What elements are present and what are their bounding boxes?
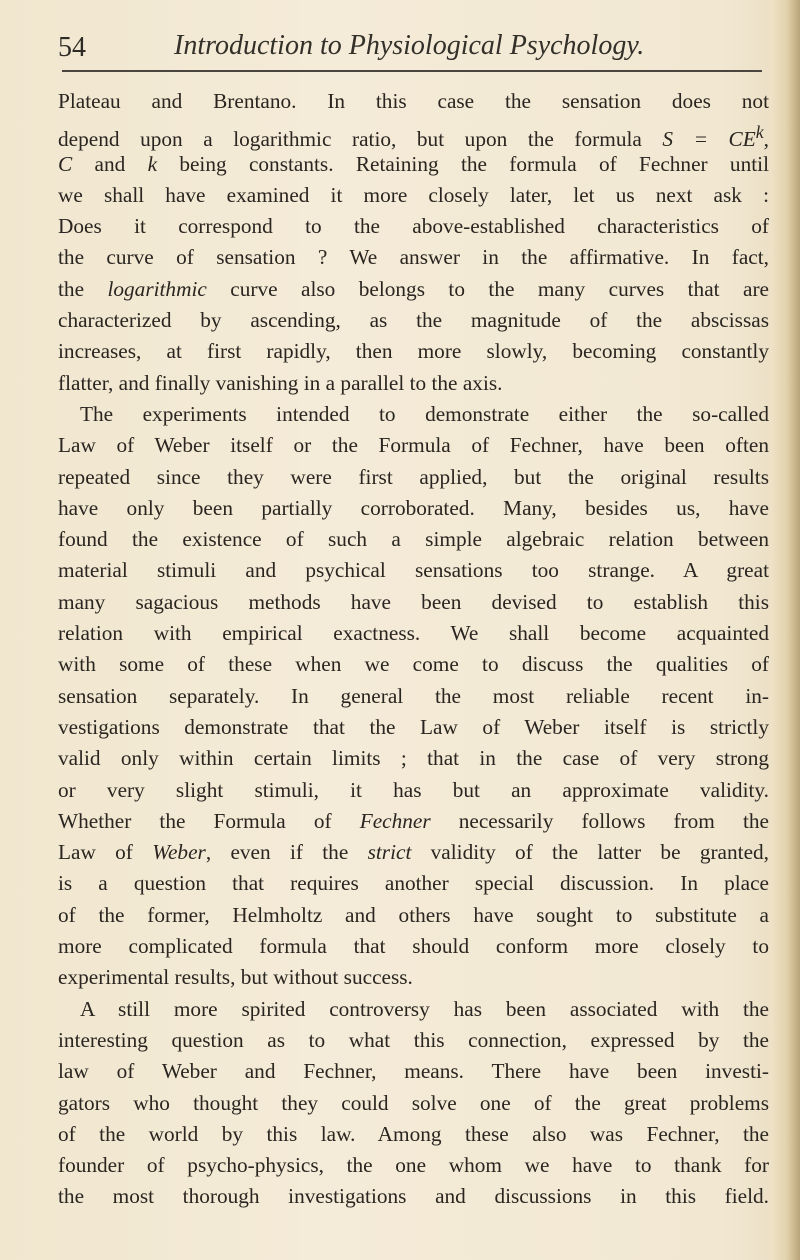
body-text — [58, 86, 769, 1213]
text-line: Law of Weber, even if the strict validity of the latter be granted, — [58, 840, 769, 865]
text-line: Plateau and Brentano. In this case the sensation does not — [58, 89, 769, 113]
page-header — [58, 22, 758, 62]
text-line: material stimuli and psychical sensations too strange. A great — [58, 558, 769, 583]
text-line: experimental results, but without success. — [58, 965, 413, 990]
text-line: sensation separately. In general the most reliable recent in- — [58, 683, 769, 708]
text-line: characterized by ascending, as the magnitude of the abscissas — [58, 308, 769, 333]
text-line: the curve of sensation ? We answer in the affirmative. In fact, — [58, 245, 769, 270]
text-line: is a question that requires another special discussion. In place — [58, 871, 769, 896]
text-line: Law of Weber itself or the Formula of Fechner, have been often — [58, 433, 769, 458]
text-line: law of Weber and Fechner, means. There have been investi- — [58, 1059, 769, 1084]
text-line: increases, at first rapidly, then more slowly, becoming constantly — [58, 339, 769, 364]
text-line: A still more spirited controversy has been associated with the — [80, 996, 769, 1021]
text-line: found the existence of such a simple algebraic relation between — [58, 527, 769, 552]
text-line: of the former, Helmholtz and others have sought to substitute a — [58, 902, 769, 927]
formula-exponent: k — [755, 122, 764, 143]
text-line: repeated since they were first applied, but the original results — [58, 464, 769, 489]
text-line: Whether the Formula of Fechner necessarily follows from the — [58, 808, 769, 833]
text-line: many sagacious methods have been devised to establish this — [58, 589, 769, 614]
text-line: of the world by this law. Among these also was Fechner, the — [58, 1121, 769, 1146]
text-line: we shall have examined it more closely later, let us next ask : — [58, 182, 769, 207]
header-rule — [62, 70, 762, 72]
page-number: 54 — [58, 32, 86, 63]
text-line: flatter, and finally vanishing in a parallel to the axis. — [58, 370, 503, 395]
text-line: C and k being constants. Retaining the formula of Fechner until — [58, 151, 769, 176]
text-line: relation with empirical exactness. We shall become acquainted — [58, 621, 769, 646]
text-line: the logarithmic curve also belongs to the many curves that are — [58, 276, 769, 301]
text-line: vestigations demonstrate that the Law of Weber itself is strictly — [58, 714, 769, 739]
text-line: the most thorough investigations and discussions in this field. — [58, 1184, 769, 1209]
text-line: Does it correspond to the above-established characteristics of — [58, 214, 769, 239]
text-line: more complicated formula that should conform more closely to — [58, 934, 769, 959]
text-line: depend upon a logarithmic ratio, but upon the formula $S = CE^k$, — [58, 122, 769, 152]
text-line: with some of these when we come to discuss the qualities of — [58, 652, 769, 677]
text-line: gators who thought they could solve one of the great problems — [58, 1090, 769, 1115]
formula: S = CE — [662, 127, 756, 152]
text-line: or very slight stimuli, it has but an approximate validity. — [58, 777, 769, 802]
text-line: founder of psycho-physics, the one whom we have to thank for — [58, 1153, 769, 1178]
text-line: have only been partially corroborated. Many, besides us, have — [58, 495, 769, 520]
text-line: valid only within certain limits ; that in the case of very strong — [58, 746, 769, 771]
page-edge — [770, 0, 800, 1260]
text-line: The experiments intended to demonstrate either the so-called — [80, 401, 769, 426]
text-line: interesting question as to what this connection, expressed by the — [58, 1027, 769, 1052]
running-title: Introduction to Physiological Psychology. — [174, 30, 645, 61]
